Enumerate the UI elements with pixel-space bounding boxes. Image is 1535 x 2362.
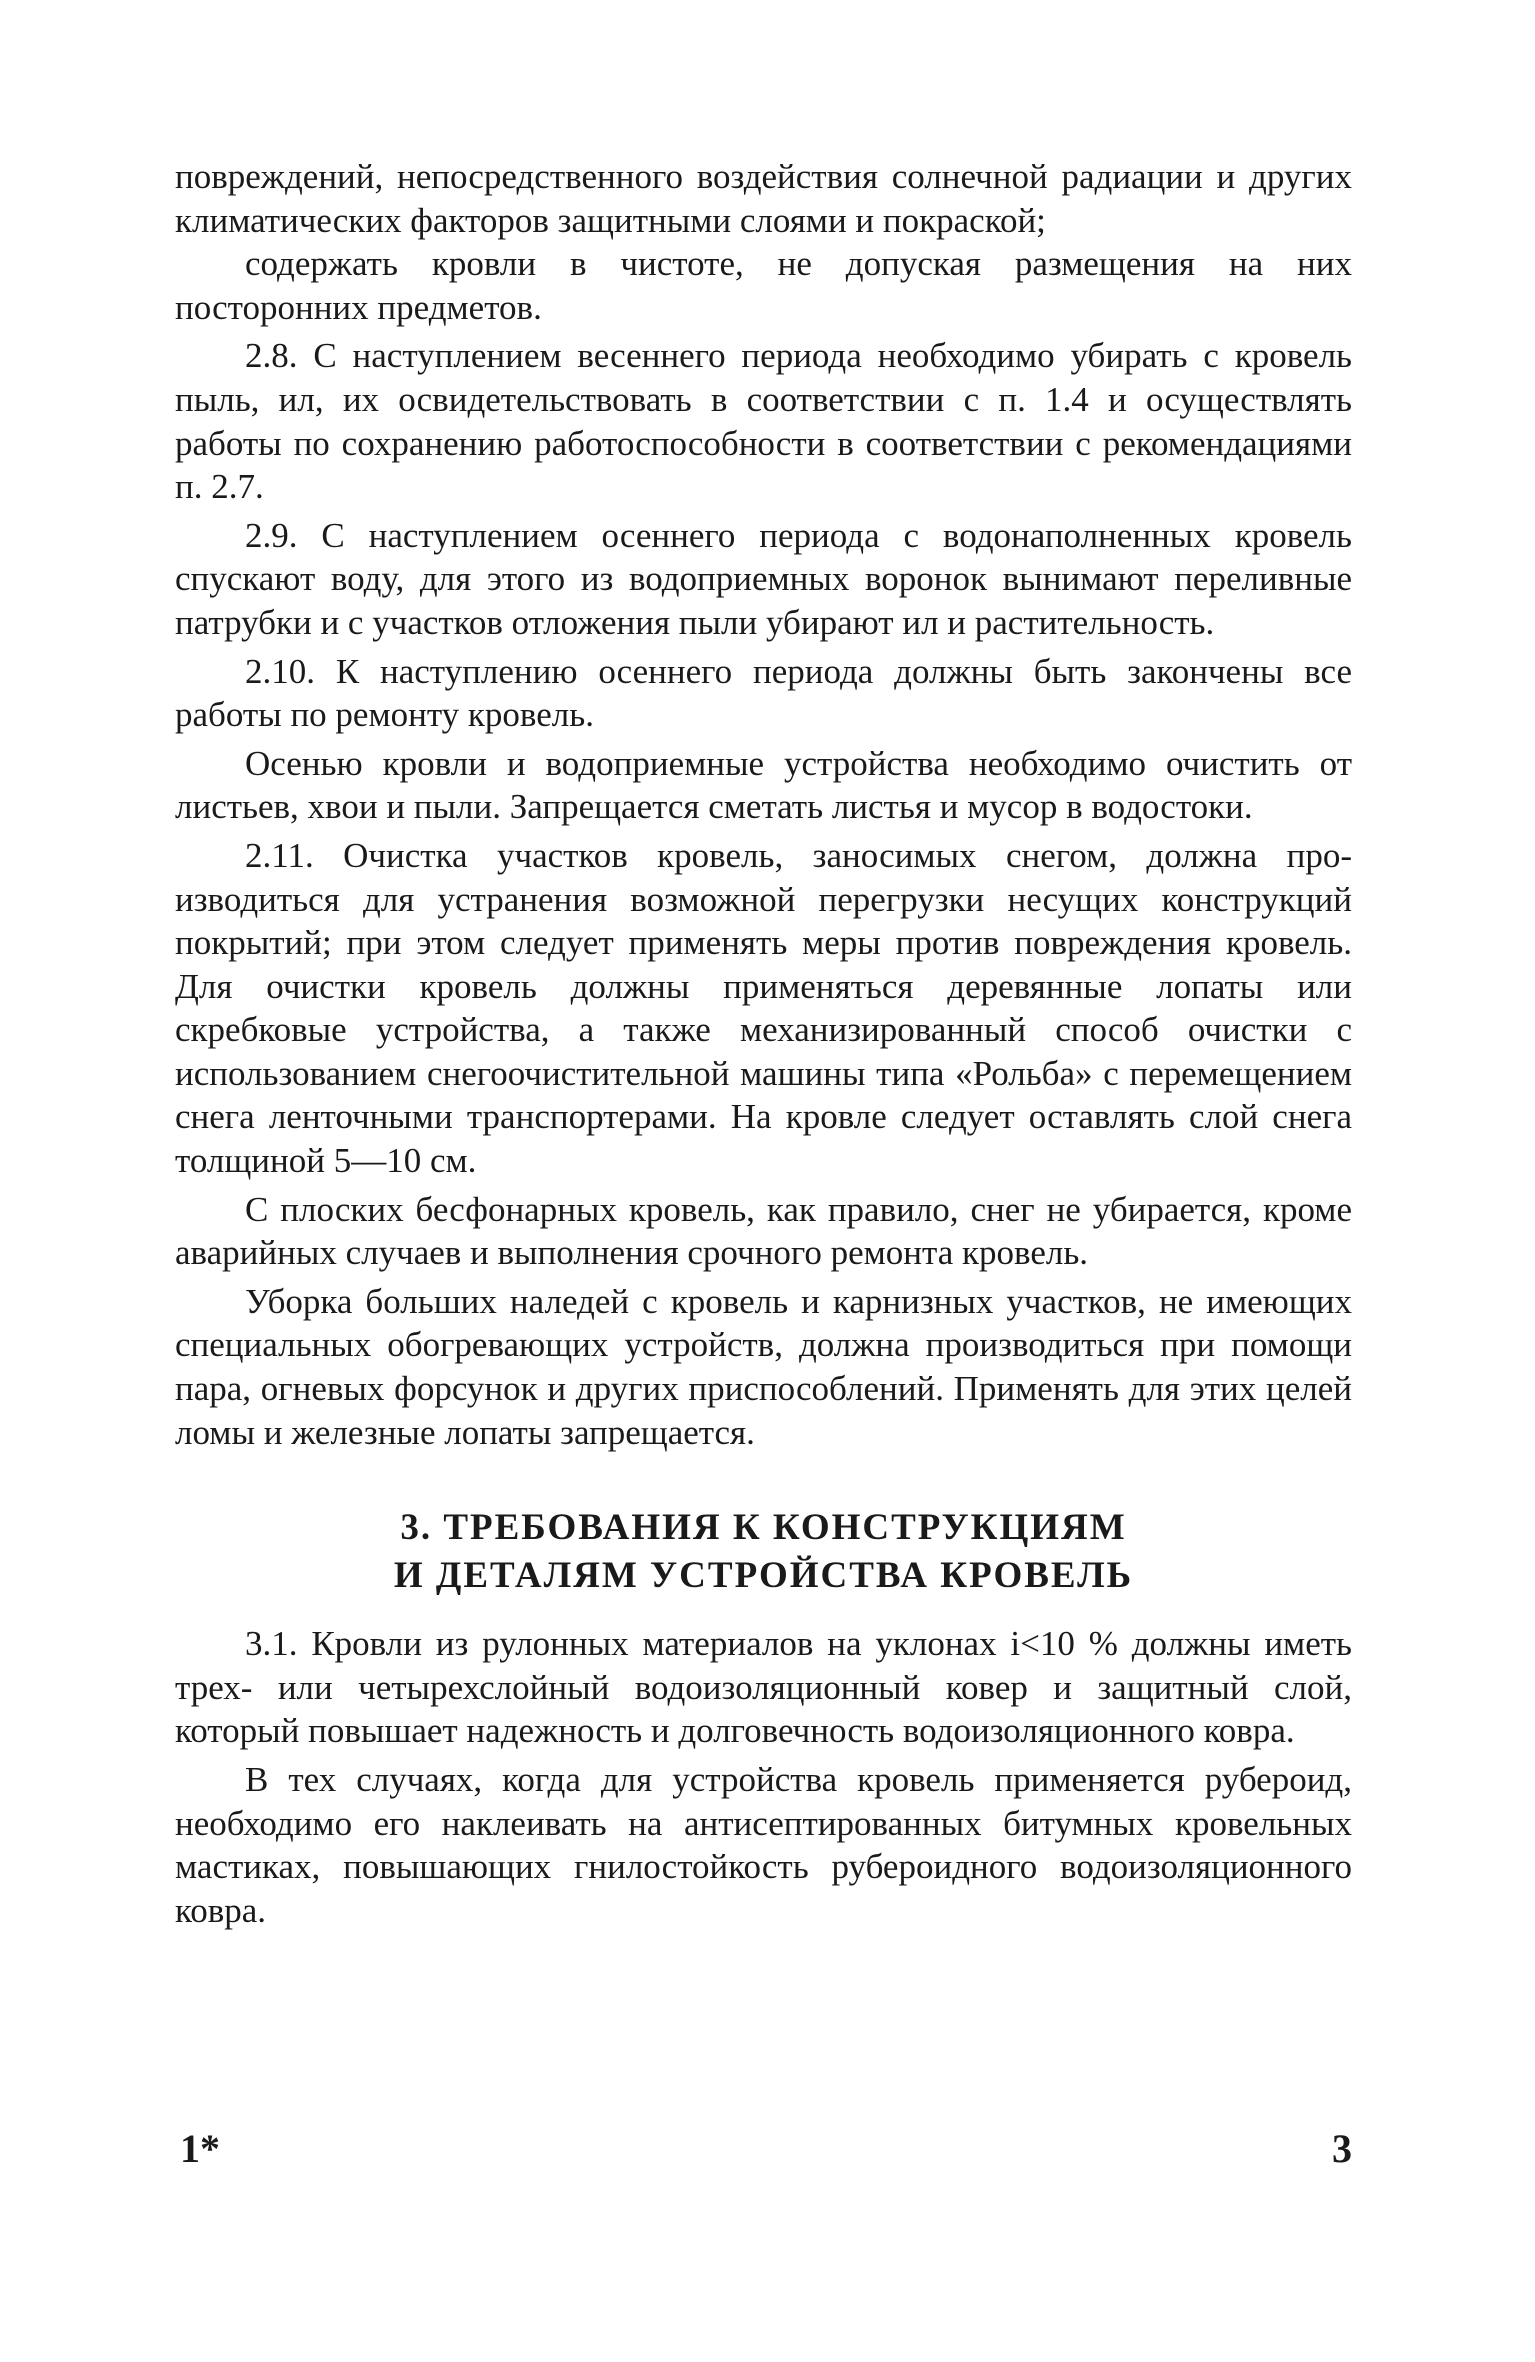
paragraph-2-9: 2.9. С наступлением осеннего периода с водонаполненных кровель спускают воду, для этого из водоприемных воронок вынимают переливные патрубки и с участков отложения пыли убирают ил и растительность. [175,515,1352,642]
paragraph-keep-clean: содержать кровли в чистоте, не допуская размещения на них посторонних предметов. [175,244,1352,327]
paragraph-flat-roofs: С плоских бесфонарных кровель, как правило, снег не убирается, кроме аварийных случаев и выполнения срочного ремонта кровель. [175,1189,1352,1273]
paragraph-2-11: 2.11. Очистка участков кровель, заносимых снегом, должна производиться для устранения возможной перегрузки несущих конструкций покрытий; при этом следует применять меры против повреждения кровель. Для очистки кровель должны применяться деревянные лопаты или скребковые устройства, а также механизированный способ очистки с использованием снегоочистительной машины типа «Рольба» с перемещением снега ленточными транспортерами. На кровле следует оставлять слой снега толщиной 5—10 см. [175,835,1352,1181]
paragraph-continuation: повреждений, непосредственного воздействия солнечной радиации и других климатических факторов защитными слоями и покраской; [175,157,1352,240]
paragraph-3-1: 3.1. Кровли из рулонных материалов на уклонах i<10 % должны иметь трех- или четырехслойный водоизоляционный ковер и защитный слой, который повышает надежность и долговечность водоизоляционного ковра. [175,1624,1352,1751]
section-heading-line-1: 3. ТРЕБОВАНИЯ К КОНСТРУКЦИЯМ [400,1507,1127,1549]
paragraph-ruberoid: В тех случаях, когда для устройства кровель применяется рубероид, необходимо его наклеивать на антисептированных битумных кровельных мастиках, повышающих гнилостойкость рубероидного водоизоляционного ковра. [175,1760,1352,1930]
paragraph-2-10: 2.10. К наступлению осеннего периода должны быть закончены все работы по ремонту кровель. [175,651,1352,735]
section-heading-line-2: И ДЕТАЛЯМ УСТРОЙСТВА КРОВЕЛЬ [393,1555,1134,1597]
paragraph-2-8: 2.8. С наступлением весеннего периода необходимо убирать с кровель пыль, ил, их освидетельствовать в соответствии с п. 1.4 и осуществлять работы по сохранению работоспособности в соответствии с рекомендациями п. 2.7. [175,336,1352,507]
page-number: 3 [1332,2126,1352,2171]
paragraph-autumn-cleaning: Осенью кровли и водоприемные устройства необходимо очистить от листьев, хвои и пыли. Запрещается сметать листья и мусор в водостоки. [175,743,1352,827]
page-body [175,155,1352,1932]
paragraph-ice-removal: Уборка больших наледей с кровель и карнизных участков, не имеющих специальных обогревающих устройств, должна производиться при помощи пара, огневых форсунок и других приспособлений. Применять для этих целей ломы и железные лопаты запрещается. [175,1281,1352,1452]
signature-mark: 1* [180,2126,220,2171]
section-heading [175,1504,1352,1600]
